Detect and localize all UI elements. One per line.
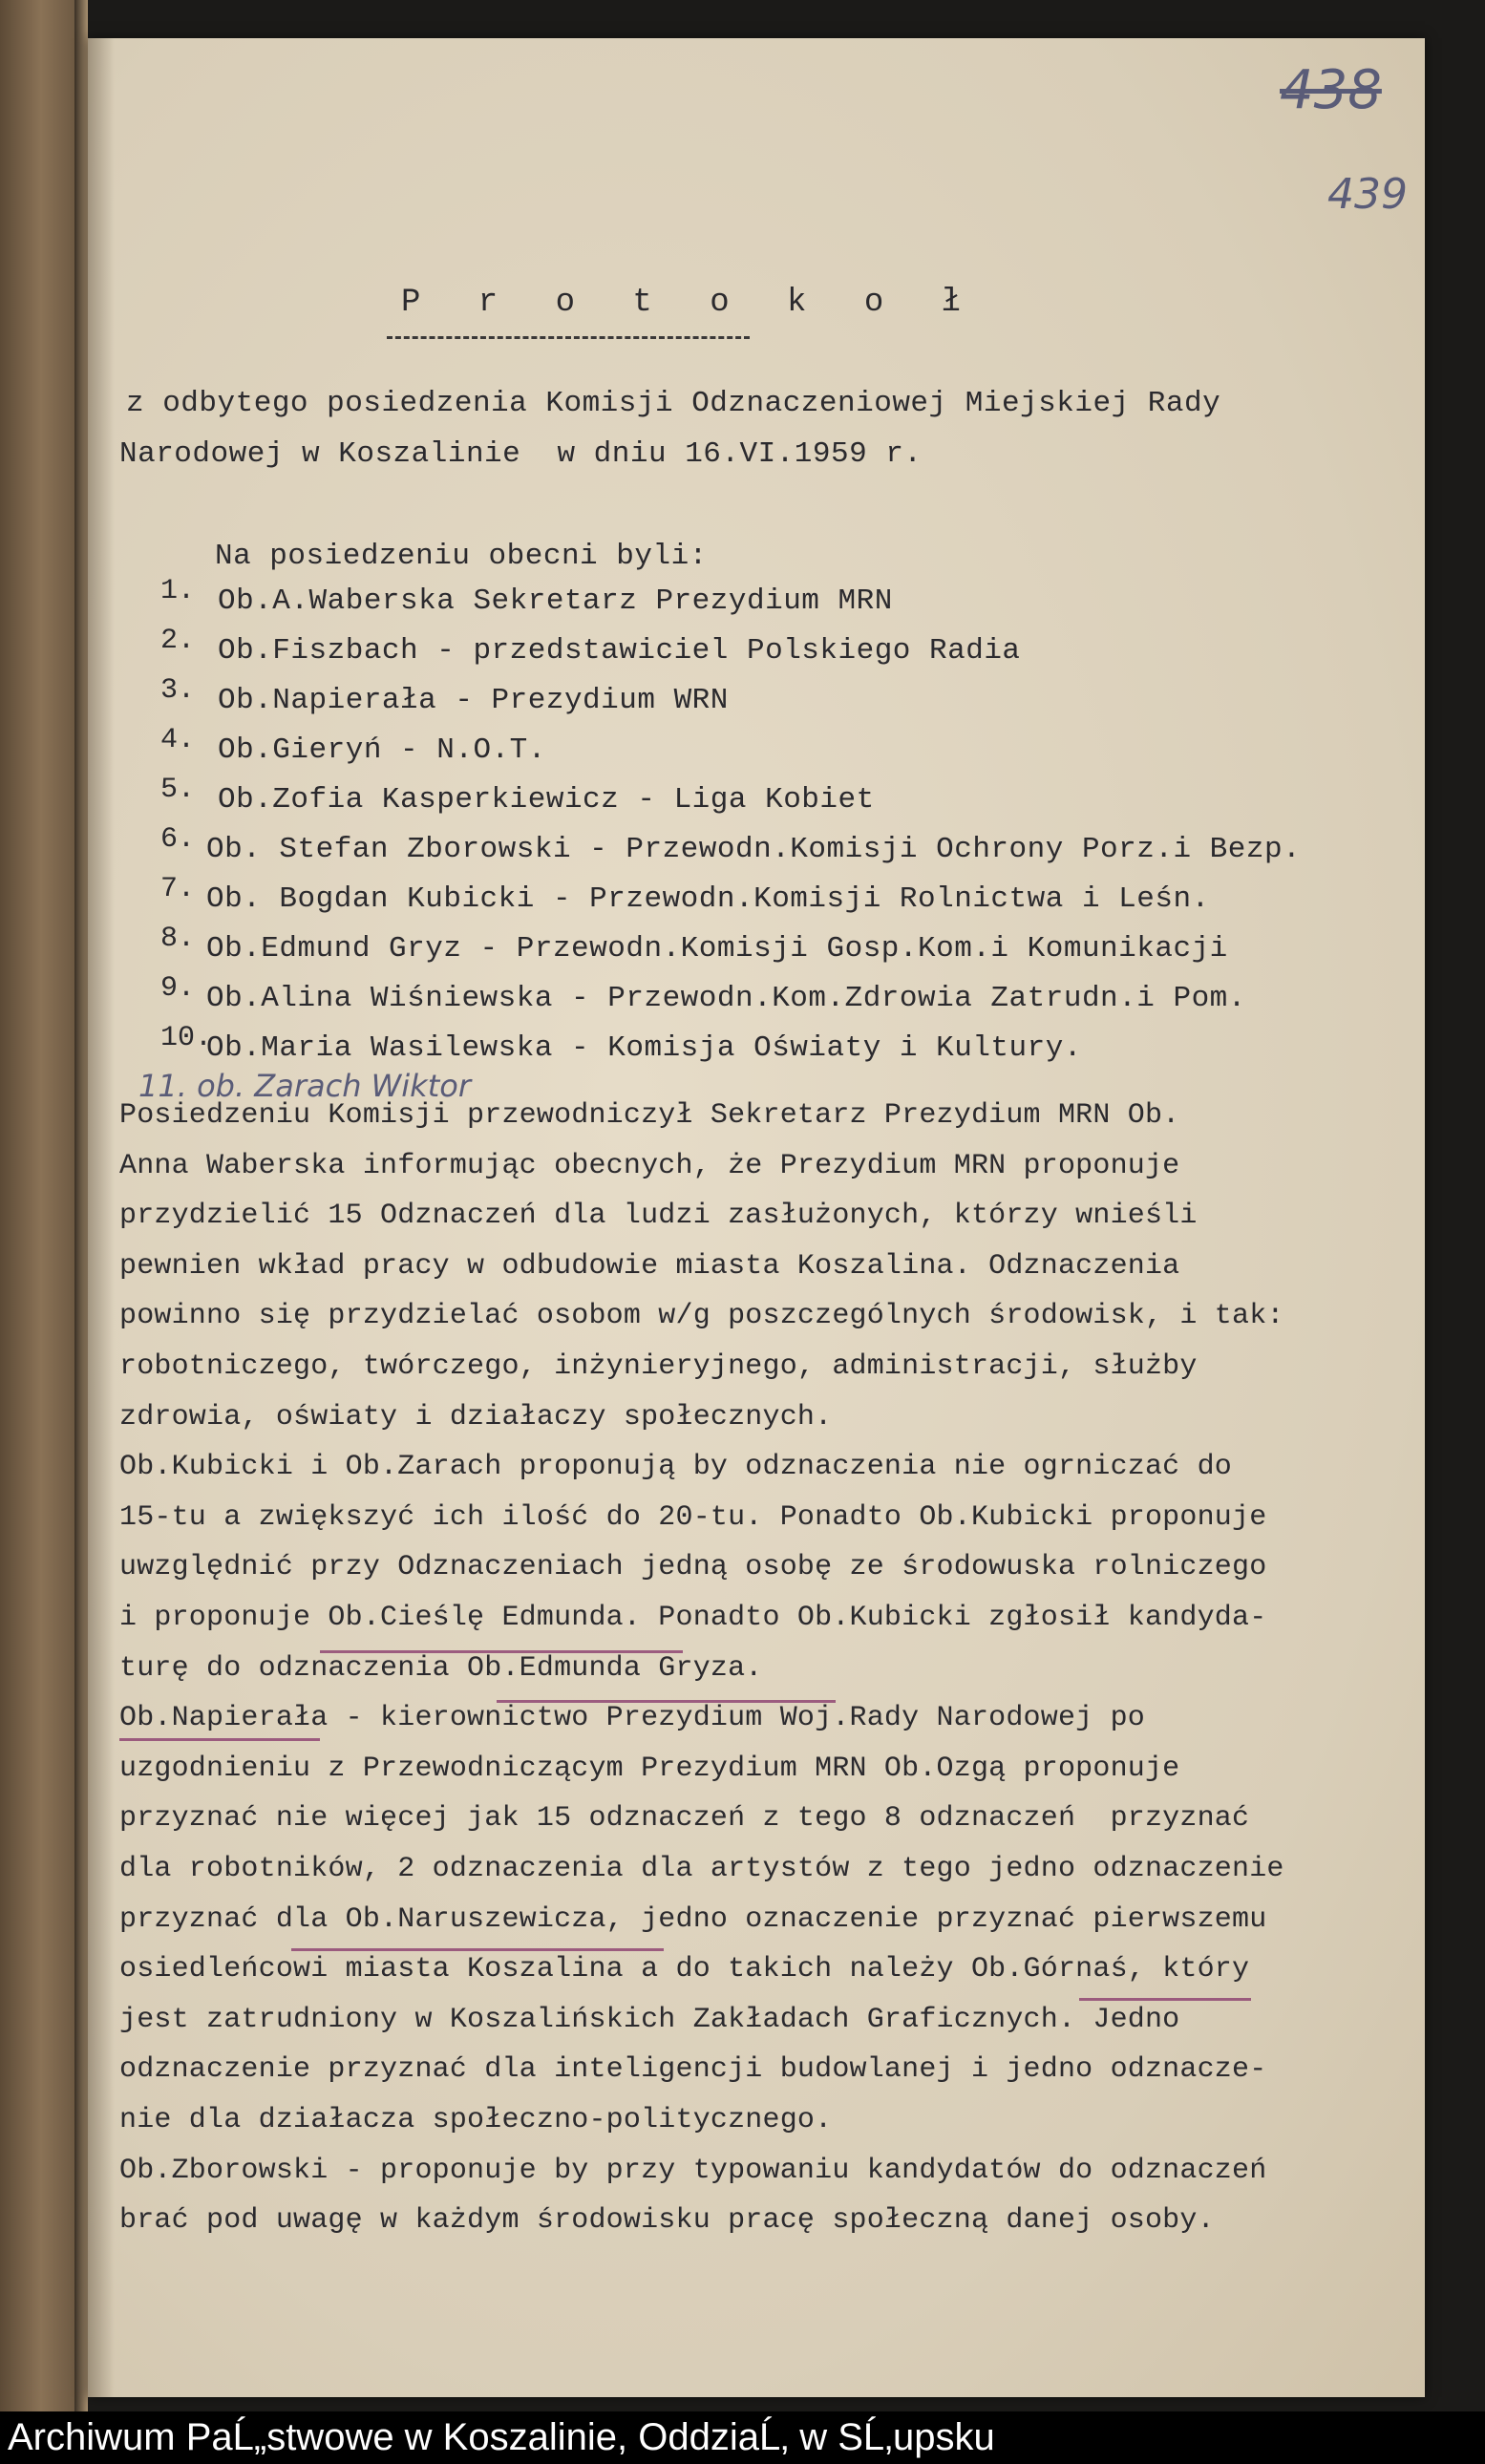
- body-line: dla robotników, 2 odznaczenia dla artystów z tego jedno odznaczenie: [119, 1853, 1284, 1885]
- attendee-number: 1.: [160, 575, 196, 607]
- body-line: i proponuje Ob.Cieślę Edmunda. Ponadto Ob.Kubicki zgłosił kandyda-: [119, 1602, 1267, 1634]
- attendee-entry: Ob.Edmund Gryz - Przewodn.Komisji Gosp.Kom.i Komunikacji: [206, 932, 1228, 966]
- attendee-entry: Ob.Gieryń - N.O.T.: [218, 733, 546, 767]
- attendee-entry: Ob.Fiszbach - przedstawiciel Polskiego Radia: [218, 634, 1021, 668]
- binder-edge: [74, 0, 88, 2411]
- attendee-number: 7.: [160, 873, 196, 905]
- page-fold-shadow: [88, 38, 115, 2397]
- intro-line-1: z odbytego posiedzenia Komisji Odznaczeniowej Miejskiej Rady: [126, 387, 1221, 420]
- intro-line-2: Narodowej w Koszalinie w dniu 16.VI.1959 r.: [119, 437, 923, 471]
- attendee-entry: Ob. Stefan Zborowski - Przewodn.Komisji Ochrony Porz.i Bezp.: [206, 833, 1302, 866]
- attendee-entry: Ob.Zofia Kasperkiewicz - Liga Kobiet: [218, 783, 875, 817]
- attendee-entry: Ob.Maria Wasilewska - Komisja Oświaty i Kultury.: [206, 1031, 1082, 1065]
- body-line: przyznać dla Ob.Naruszewicza, jedno oznaczenie przyznać pierwszemu: [119, 1903, 1267, 1936]
- attendee-number: 6.: [160, 823, 196, 856]
- attendee-entry: Ob.Napierała - Prezydium WRN: [218, 684, 729, 717]
- body-line: powinno się przydzielać osobom w/g poszczególnych środowisk, i tak:: [119, 1300, 1284, 1332]
- underline-napierala: [119, 1738, 320, 1741]
- document-title: P r o t o k o ł: [401, 285, 981, 321]
- body-line: brać pod uwagę w każdym środowisku pracę społeczną danej osoby.: [119, 2204, 1215, 2237]
- body-line: turę do odznaczenia Ob.Edmunda Gryza.: [119, 1652, 763, 1685]
- attendees-heading: Na posiedzeniu obecni byli:: [215, 540, 708, 573]
- underline-naruszewicza: [291, 1948, 664, 1951]
- body-line: Ob.Zborowski - proponuje by przy typowaniu kandydatów do odznaczeń: [119, 2155, 1267, 2187]
- underline-ciesla: [320, 1650, 683, 1653]
- body-line: przyznać nie więcej jak 15 odznaczeń z tego 8 odznaczeń przyznać: [119, 1802, 1250, 1835]
- attendee-entry: Ob. Bogdan Kubicki - Przewodn.Komisji Rolnictwa i Leśn.: [206, 882, 1210, 916]
- body-line: Ob.Napierała - kierownictwo Prezydium Woj.Rady Narodowej po: [119, 1702, 1145, 1734]
- attendee-number: 5.: [160, 774, 196, 806]
- handwritten-attendee-addition: 11. ob. Zarach Wiktor: [138, 1068, 471, 1104]
- body-line: odznaczenie przyznać dla inteligencji budowlanej i jedno odznacze-: [119, 2053, 1267, 2086]
- body-line: 15-tu a zwiększyć ich ilość do 20-tu. Ponadto Ob.Kubicki proponuje: [119, 1501, 1267, 1534]
- attendee-entry: Ob.A.Waberska Sekretarz Prezydium MRN: [218, 584, 893, 618]
- body-line: nie dla działacza społeczno-politycznego.: [119, 2104, 833, 2136]
- body-line: uwzględnić przy Odznaczeniach jedną osobę ze środowuska rolniczego: [119, 1551, 1267, 1583]
- body-line: uzgodnieniu z Przewodniczącym Prezydium MRN Ob.Ozgą proponuje: [119, 1752, 1180, 1785]
- attendee-number: 10.: [160, 1022, 213, 1054]
- binder-strip: [0, 0, 74, 2411]
- archive-page-number: 439: [1327, 170, 1408, 219]
- body-line: robotniczego, twórczego, inżynieryjnego, administracji, służby: [119, 1350, 1198, 1383]
- attendee-number: 2.: [160, 625, 196, 657]
- attendee-number: 9.: [160, 972, 196, 1005]
- title-underline: [387, 336, 750, 339]
- body-line: przydzielić 15 Odznaczeń dla ludzi zasłużonych, którzy wnieśli: [119, 1200, 1198, 1232]
- body-line: osiedleńcowi miasta Koszalina a do takich należy Ob.Górnaś, który: [119, 1953, 1250, 1986]
- attendee-number: 4.: [160, 724, 196, 756]
- body-line: zdrowia, oświaty i działaczy społecznych.: [119, 1401, 833, 1434]
- body-line: Ob.Kubicki i Ob.Zarach proponują by odznaczenia nie ogrniczać do: [119, 1451, 1232, 1483]
- underline-gornas: [1079, 1998, 1251, 2001]
- body-line: jest zatrudniony w Koszalińskich Zakładach Graficznych. Jedno: [119, 2004, 1180, 2036]
- underline-gryza: [497, 1700, 836, 1703]
- archive-footer: Archiwum PaĹ„stwowe w Koszalinie, OddziaĹ‚ w SĹ‚upsku: [0, 2411, 1485, 2464]
- body-line: Posiedzeniu Komisji przewodniczył Sekretarz Prezydium MRN Ob.: [119, 1099, 1180, 1132]
- archive-page-number-crossed: 438: [1280, 59, 1382, 121]
- attendee-number: 3.: [160, 674, 196, 707]
- attendee-number: 8.: [160, 923, 196, 955]
- attendee-entry: Ob.Alina Wiśniewska - Przewodn.Kom.Zdrowia Zatrudn.i Pom.: [206, 982, 1246, 1015]
- body-line: pewnien wkład pracy w odbudowie miasta Koszalina. Odznaczenia: [119, 1250, 1180, 1283]
- body-line: Anna Waberska informując obecnych, że Prezydium MRN proponuje: [119, 1150, 1180, 1182]
